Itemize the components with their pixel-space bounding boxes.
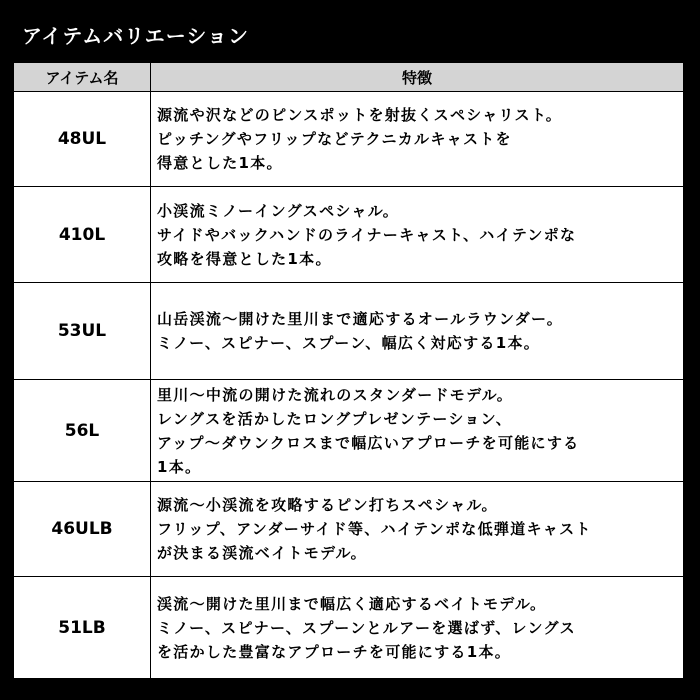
feature-line: を活かした豊富なアプローチを可能にする1本。 <box>157 642 512 661</box>
feature-line: 小渓流ミノーイングスペシャル。 <box>157 201 400 220</box>
feature-line: ミノー、スピナー、スプーン、幅広く対応する1本。 <box>157 334 541 352</box>
table-row <box>14 380 684 482</box>
feature-line: ミノー、スピナー、スプーンとルアーを選ばず、レングス <box>157 618 576 637</box>
table-row <box>14 92 684 187</box>
feature-line: が決まる渓流ベイトモデル。 <box>157 544 367 562</box>
item-name: 48UL <box>14 92 151 187</box>
feature-line: アップ～ダウンクロスまで幅広いアプローチを可能にする <box>157 433 580 452</box>
item-feature <box>151 380 684 482</box>
item-feature <box>151 187 684 283</box>
feature-line: ピッチングやフリップなどテクニカルキャストを <box>157 130 512 148</box>
header-feature: 特徴 <box>151 63 684 92</box>
feature-line: サイドやバックハンドのライナーキャスト、ハイテンポな <box>157 225 577 244</box>
table-row <box>14 577 684 679</box>
feature-line: 攻略を得意とした1本。 <box>157 249 332 268</box>
table-row <box>14 187 684 283</box>
table-header-row <box>14 63 684 92</box>
header-item-name: アイテム名 <box>14 63 151 92</box>
item-name: 53UL <box>14 283 151 380</box>
item-feature <box>151 482 684 577</box>
item-name: 410L <box>14 187 151 283</box>
item-name: 46ULB <box>14 482 151 577</box>
item-name: 51LB <box>14 577 151 679</box>
feature-line: 渓流～開けた里川まで幅広く適応するベイトモデル。 <box>157 594 547 613</box>
page-title: アイテムバリエーション <box>22 24 249 48</box>
table-row <box>14 482 684 577</box>
item-name: 56L <box>14 380 151 482</box>
feature-line: 源流や沢などのピンスポットを射抜くスペシャリスト。 <box>157 106 563 124</box>
feature-line: 1本。 <box>157 457 202 476</box>
feature-line: レングスを活かしたロングプレゼンテーション、 <box>157 409 513 428</box>
item-feature <box>151 92 684 187</box>
feature-line: 源流～小渓流を攻略するピン打ちスペシャル。 <box>157 496 498 514</box>
feature-line: 得意とした1本。 <box>157 154 283 172</box>
item-variation-table <box>13 62 684 679</box>
feature-line: 山岳渓流～開けた里川まで適応するオールラウンダー。 <box>157 310 564 328</box>
table-row <box>14 283 684 380</box>
feature-line: フリップ、アンダーサイド等、ハイテンポな低弾道キャスト <box>157 520 592 538</box>
item-feature <box>151 283 684 380</box>
feature-line: 里川～中流の開けた流れのスタンダードモデル。 <box>157 385 514 404</box>
item-feature <box>151 577 684 679</box>
